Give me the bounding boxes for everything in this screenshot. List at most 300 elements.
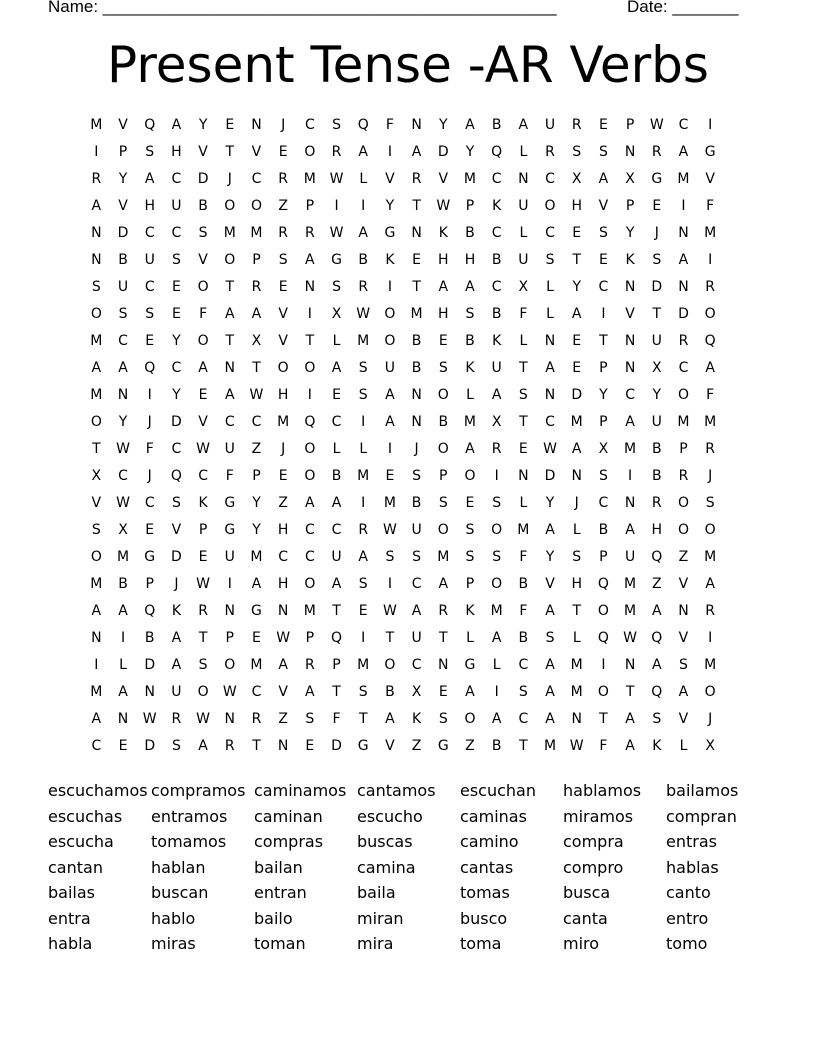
grid-letter[interactable]: S [465, 306, 475, 322]
grid-letter[interactable]: S [652, 711, 662, 727]
grid-letter[interactable]: L [519, 144, 528, 160]
grid-letter[interactable]: G [651, 171, 663, 187]
grid-letter[interactable]: Q [144, 117, 156, 133]
grid-letter[interactable]: T [332, 684, 341, 700]
grid-letter[interactable]: M [303, 603, 316, 619]
grid-letter[interactable]: K [465, 603, 475, 619]
grid-letter[interactable]: O [384, 657, 396, 673]
grid-letter[interactable]: Z [678, 549, 689, 565]
grid-letter[interactable]: E [145, 522, 155, 538]
grid-letter[interactable]: J [708, 711, 713, 727]
grid-letter[interactable]: I [494, 468, 499, 484]
grid-letter[interactable]: C [598, 279, 609, 295]
grid-letter[interactable]: X [331, 306, 342, 322]
grid-letter[interactable]: T [519, 414, 528, 430]
grid-letter[interactable]: W [356, 306, 371, 322]
grid-letter[interactable]: J [227, 171, 232, 187]
grid-letter[interactable]: E [118, 738, 128, 754]
grid-letter[interactable]: O [677, 522, 689, 538]
grid-letter[interactable]: E [652, 198, 662, 214]
grid-letter[interactable]: U [651, 414, 662, 430]
grid-letter[interactable]: A [305, 684, 315, 700]
grid-letter[interactable]: L [679, 738, 688, 754]
grid-letter[interactable]: S [358, 360, 368, 376]
grid-letter[interactable]: U [331, 549, 342, 565]
grid-letter[interactable]: D [651, 279, 663, 295]
grid-letter[interactable]: W [196, 711, 211, 727]
grid-letter[interactable]: A [651, 603, 662, 619]
grid-letter[interactable]: K [198, 495, 208, 511]
grid-letter[interactable]: B [411, 495, 422, 511]
grid-letter[interactable]: O [491, 576, 503, 592]
grid-letter[interactable]: O [224, 198, 236, 214]
grid-letter[interactable]: I [94, 657, 99, 673]
grid-letter[interactable]: I [334, 198, 339, 214]
grid-letter[interactable]: N [411, 414, 422, 430]
grid-letter[interactable]: P [225, 630, 234, 646]
grid-letter[interactable]: A [518, 117, 529, 133]
grid-letter[interactable]: W [249, 387, 264, 403]
grid-letter[interactable]: R [304, 657, 315, 673]
grid-letter[interactable]: B [144, 630, 155, 646]
grid-letter[interactable]: S [332, 279, 341, 295]
grid-letter[interactable]: U [117, 279, 129, 295]
grid-letter[interactable]: B [518, 576, 529, 592]
grid-letter[interactable]: Z [651, 576, 662, 592]
grid-letter[interactable]: S [171, 738, 181, 754]
grid-letter[interactable]: X [705, 738, 715, 754]
grid-letter[interactable]: T [625, 684, 635, 700]
grid-letter[interactable]: T [412, 279, 421, 295]
grid-letter[interactable]: G [704, 144, 716, 160]
grid-letter[interactable]: Y [198, 117, 208, 133]
grid-letter[interactable]: A [678, 144, 689, 160]
grid-letter[interactable]: B [518, 630, 529, 646]
grid-letter[interactable]: A [705, 576, 715, 592]
grid-letter[interactable]: M [250, 549, 263, 565]
grid-letter[interactable]: M [704, 414, 717, 430]
grid-letter[interactable]: A [331, 495, 342, 511]
grid-letter[interactable]: Q [331, 630, 343, 646]
grid-letter[interactable]: Z [251, 441, 262, 457]
grid-letter[interactable]: C [491, 171, 502, 187]
grid-letter[interactable]: N [91, 252, 102, 268]
grid-letter[interactable]: C [171, 441, 182, 457]
grid-letter[interactable]: G [331, 252, 342, 268]
grid-letter[interactable]: W [329, 171, 344, 187]
grid-letter[interactable]: O [384, 333, 396, 349]
grid-letter[interactable]: A [224, 387, 235, 403]
grid-letter[interactable]: W [382, 522, 397, 538]
grid-letter[interactable]: I [387, 576, 392, 592]
grid-letter[interactable]: R [331, 144, 342, 160]
grid-letter[interactable]: E [252, 630, 261, 646]
grid-letter[interactable]: C [331, 414, 342, 430]
grid-letter[interactable]: W [382, 603, 397, 619]
grid-letter[interactable]: C [598, 495, 609, 511]
grid-letter[interactable]: Y [252, 495, 261, 511]
grid-letter[interactable]: S [438, 360, 448, 376]
grid-letter[interactable]: U [224, 549, 235, 565]
grid-letter[interactable]: X [411, 684, 422, 700]
grid-letter[interactable]: R [438, 603, 449, 619]
grid-letter[interactable]: A [278, 657, 288, 673]
grid-letter[interactable]: M [90, 117, 103, 133]
grid-letter[interactable]: U [411, 630, 422, 646]
grid-letter[interactable]: A [91, 603, 102, 619]
grid-letter[interactable]: A [251, 306, 262, 322]
grid-letter[interactable]: A [545, 684, 555, 700]
grid-letter[interactable]: R [198, 603, 208, 619]
grid-letter[interactable]: O [704, 306, 716, 322]
grid-letter[interactable]: N [277, 603, 289, 619]
grid-letter[interactable]: S [91, 522, 101, 538]
grid-letter[interactable]: S [598, 225, 608, 241]
grid-letter[interactable]: O [437, 441, 449, 457]
grid-letter[interactable]: S [518, 684, 528, 700]
grid-letter[interactable]: T [225, 279, 235, 295]
grid-letter[interactable]: C [491, 279, 502, 295]
grid-letter[interactable]: S [171, 495, 181, 511]
grid-letter[interactable]: B [651, 441, 662, 457]
grid-letter[interactable]: C [678, 360, 689, 376]
grid-letter[interactable]: N [91, 630, 102, 646]
grid-letter[interactable]: N [224, 711, 236, 727]
grid-letter[interactable]: U [384, 360, 396, 376]
grid-letter[interactable]: Q [170, 468, 182, 484]
grid-letter[interactable]: U [411, 522, 422, 538]
grid-letter[interactable]: E [225, 117, 235, 133]
grid-letter[interactable]: F [706, 387, 715, 403]
grid-letter[interactable]: H [277, 522, 289, 538]
grid-letter[interactable]: Y [625, 225, 635, 241]
grid-letter[interactable]: E [278, 144, 288, 160]
grid-letter[interactable]: A [545, 657, 555, 673]
grid-letter[interactable]: N [518, 468, 529, 484]
grid-letter[interactable]: T [252, 360, 261, 376]
grid-letter[interactable]: N [544, 387, 556, 403]
grid-letter[interactable]: E [198, 549, 208, 565]
grid-letter[interactable]: O [197, 684, 209, 700]
grid-letter[interactable]: J [654, 225, 659, 241]
grid-letter[interactable]: A [118, 603, 128, 619]
grid-letter[interactable]: N [571, 711, 582, 727]
grid-letter[interactable]: R [705, 603, 716, 619]
grid-letter[interactable]: O [197, 279, 209, 295]
grid-letter[interactable]: F [599, 738, 608, 754]
grid-letter[interactable]: O [224, 657, 236, 673]
grid-letter[interactable]: M [223, 225, 236, 241]
grid-letter[interactable]: A [331, 360, 342, 376]
grid-letter[interactable]: I [387, 441, 392, 457]
grid-letter[interactable]: V [545, 576, 555, 592]
grid-letter[interactable]: M [490, 603, 503, 619]
grid-letter[interactable]: N [411, 387, 422, 403]
grid-letter[interactable]: S [198, 225, 208, 241]
grid-letter[interactable]: U [171, 684, 182, 700]
grid-letter[interactable]: Q [597, 630, 609, 646]
grid-letter[interactable]: K [492, 333, 502, 349]
grid-letter[interactable]: P [679, 441, 688, 457]
grid-letter[interactable]: Y [118, 414, 128, 430]
grid-letter[interactable]: V [438, 171, 449, 187]
grid-letter[interactable]: B [491, 738, 502, 754]
grid-letter[interactable]: D [197, 171, 209, 187]
grid-letter[interactable]: C [625, 387, 635, 403]
grid-letter[interactable]: P [145, 576, 154, 592]
grid-letter[interactable]: S [465, 549, 475, 565]
grid-letter[interactable]: I [601, 657, 606, 673]
grid-letter[interactable]: M [570, 657, 583, 673]
grid-letter[interactable]: A [198, 360, 208, 376]
grid-letter[interactable]: S [438, 495, 448, 511]
grid-letter[interactable]: J [147, 468, 152, 484]
grid-letter[interactable]: E [358, 603, 368, 619]
grid-letter[interactable]: O [90, 414, 102, 430]
grid-letter[interactable]: A [491, 387, 502, 403]
grid-letter[interactable]: W [222, 684, 237, 700]
grid-letter[interactable]: E [598, 252, 608, 268]
grid-letter[interactable]: S [332, 117, 341, 133]
grid-letter[interactable]: N [624, 333, 636, 349]
grid-letter[interactable]: Y [118, 171, 128, 187]
grid-letter[interactable]: R [358, 522, 369, 538]
grid-letter[interactable]: B [118, 252, 128, 268]
grid-letter[interactable]: T [599, 333, 608, 349]
grid-letter[interactable]: U [651, 333, 662, 349]
grid-letter[interactable]: R [224, 738, 235, 754]
grid-letter[interactable]: D [144, 738, 156, 754]
grid-letter[interactable]: G [251, 603, 262, 619]
grid-letter[interactable]: A [678, 684, 689, 700]
grid-letter[interactable]: P [252, 468, 261, 484]
grid-letter[interactable]: P [439, 468, 448, 484]
grid-letter[interactable]: E [385, 468, 395, 484]
grid-letter[interactable]: X [651, 360, 662, 376]
grid-letter[interactable]: A [571, 306, 582, 322]
grid-letter[interactable]: C [678, 117, 689, 133]
grid-letter[interactable]: O [224, 252, 236, 268]
grid-letter[interactable]: B [198, 198, 208, 214]
grid-letter[interactable]: E [305, 738, 315, 754]
grid-letter[interactable]: E [465, 495, 475, 511]
grid-letter[interactable]: B [651, 468, 662, 484]
grid-letter[interactable]: I [628, 468, 633, 484]
grid-letter[interactable]: E [145, 333, 155, 349]
grid-letter[interactable]: N [624, 360, 636, 376]
grid-letter[interactable]: A [705, 360, 715, 376]
grid-letter[interactable]: N [117, 387, 129, 403]
grid-letter[interactable]: W [623, 630, 638, 646]
grid-letter[interactable]: F [519, 549, 528, 565]
grid-letter[interactable]: O [437, 522, 449, 538]
grid-letter[interactable]: E [171, 279, 181, 295]
grid-letter[interactable]: U [624, 549, 636, 565]
name-field[interactable]: Name: ________________________________________________ [48, 0, 557, 16]
grid-letter[interactable]: I [601, 306, 606, 322]
grid-letter[interactable]: A [545, 603, 555, 619]
grid-letter[interactable]: M [570, 684, 583, 700]
grid-letter[interactable]: G [224, 522, 236, 538]
grid-letter[interactable]: A [385, 414, 395, 430]
grid-letter[interactable]: S [412, 468, 422, 484]
grid-letter[interactable]: H [651, 522, 663, 538]
grid-letter[interactable]: B [598, 522, 609, 538]
grid-letter[interactable]: I [361, 495, 366, 511]
grid-letter[interactable]: S [118, 306, 128, 322]
grid-letter[interactable]: Y [385, 198, 395, 214]
grid-letter[interactable]: D [571, 387, 583, 403]
grid-letter[interactable]: Z [278, 711, 288, 727]
grid-letter[interactable]: U [144, 252, 155, 268]
grid-letter[interactable]: A [491, 711, 502, 727]
grid-letter[interactable]: R [278, 225, 289, 241]
grid-letter[interactable]: C [251, 684, 262, 700]
grid-letter[interactable]: S [91, 279, 101, 295]
grid-letter[interactable]: O [544, 198, 556, 214]
grid-letter[interactable]: T [439, 630, 448, 646]
grid-letter[interactable]: H [438, 306, 449, 322]
grid-letter[interactable]: S [465, 522, 475, 538]
grid-letter[interactable]: O [464, 468, 476, 484]
grid-letter[interactable]: R [251, 711, 262, 727]
grid-letter[interactable]: C [304, 549, 315, 565]
grid-letter[interactable]: B [331, 468, 342, 484]
grid-letter[interactable]: H [171, 144, 182, 160]
grid-letter[interactable]: I [708, 630, 713, 646]
grid-letter[interactable]: G [224, 495, 236, 511]
grid-letter[interactable]: N [304, 279, 316, 295]
grid-letter[interactable]: S [145, 144, 155, 160]
grid-letter[interactable]: S [358, 576, 368, 592]
grid-letter[interactable]: H [277, 576, 289, 592]
grid-letter[interactable]: P [599, 549, 608, 565]
grid-letter[interactable]: A [545, 360, 555, 376]
grid-letter[interactable]: C [411, 657, 422, 673]
grid-letter[interactable]: A [385, 711, 395, 727]
grid-letter[interactable]: V [385, 738, 395, 754]
grid-letter[interactable]: R [278, 171, 289, 187]
grid-letter[interactable]: N [117, 711, 129, 727]
grid-letter[interactable]: J [174, 576, 179, 592]
grid-letter[interactable]: F [706, 198, 715, 214]
grid-letter[interactable]: E [572, 360, 582, 376]
grid-letter[interactable]: M [677, 414, 690, 430]
grid-letter[interactable]: J [147, 414, 152, 430]
grid-letter[interactable]: E [572, 333, 582, 349]
grid-letter[interactable]: A [545, 711, 555, 727]
grid-letter[interactable]: T [252, 738, 261, 754]
grid-letter[interactable]: C [304, 117, 315, 133]
grid-letter[interactable]: M [677, 171, 690, 187]
grid-letter[interactable]: N [411, 117, 422, 133]
grid-letter[interactable]: N [678, 603, 689, 619]
grid-letter[interactable]: D [437, 144, 449, 160]
grid-letter[interactable]: V [118, 198, 128, 214]
grid-letter[interactable]: I [387, 144, 392, 160]
grid-letter[interactable]: I [307, 306, 312, 322]
grid-letter[interactable]: R [358, 279, 369, 295]
grid-letter[interactable]: A [625, 522, 635, 538]
grid-letter[interactable]: S [545, 252, 555, 268]
grid-letter[interactable]: A [144, 171, 155, 187]
grid-letter[interactable]: V [118, 117, 128, 133]
grid-letter[interactable]: I [361, 414, 366, 430]
grid-letter[interactable]: I [147, 387, 152, 403]
grid-letter[interactable]: C [224, 414, 235, 430]
grid-letter[interactable]: T [599, 711, 608, 727]
grid-letter[interactable]: T [225, 333, 235, 349]
grid-letter[interactable]: I [361, 630, 366, 646]
grid-letter[interactable]: O [597, 684, 609, 700]
grid-letter[interactable]: S [385, 549, 395, 565]
grid-letter[interactable]: D [544, 468, 556, 484]
grid-letter[interactable]: M [437, 549, 450, 565]
grid-letter[interactable]: S [705, 495, 715, 511]
grid-letter[interactable]: A [198, 738, 208, 754]
grid-letter[interactable]: M [357, 468, 370, 484]
grid-letter[interactable]: Q [651, 684, 663, 700]
grid-letter[interactable]: C [118, 333, 128, 349]
grid-letter[interactable]: E [278, 468, 288, 484]
grid-letter[interactable]: N [438, 657, 449, 673]
grid-letter[interactable]: T [412, 198, 421, 214]
grid-letter[interactable]: A [438, 279, 449, 295]
grid-letter[interactable]: L [519, 225, 528, 241]
grid-letter[interactable]: C [144, 225, 155, 241]
grid-letter[interactable]: N [91, 225, 102, 241]
grid-letter[interactable]: T [385, 630, 395, 646]
grid-letter[interactable]: A [465, 441, 475, 457]
grid-letter[interactable]: N [624, 657, 636, 673]
grid-letter[interactable]: S [412, 549, 422, 565]
grid-letter[interactable]: T [572, 603, 581, 619]
grid-letter[interactable]: W [116, 441, 130, 457]
grid-letter[interactable]: E [438, 333, 448, 349]
grid-letter[interactable]: S [545, 630, 555, 646]
grid-letter[interactable]: A [625, 711, 635, 727]
grid-letter[interactable]: H [144, 198, 155, 214]
grid-letter[interactable]: N [624, 495, 636, 511]
grid-letter[interactable]: Y [465, 144, 475, 160]
grid-letter[interactable]: V [198, 414, 208, 430]
grid-letter[interactable]: K [438, 225, 448, 241]
grid-letter[interactable]: C [91, 738, 102, 754]
grid-letter[interactable]: V [278, 333, 288, 349]
grid-letter[interactable]: Z [278, 198, 288, 214]
grid-letter[interactable]: N [624, 279, 636, 295]
grid-letter[interactable]: B [118, 576, 128, 592]
grid-letter[interactable]: C [491, 225, 502, 241]
grid-letter[interactable]: C [251, 414, 262, 430]
grid-letter[interactable]: M [570, 414, 583, 430]
grid-letter[interactable]: V [678, 576, 689, 592]
grid-letter[interactable]: I [387, 279, 392, 295]
grid-letter[interactable]: K [171, 603, 181, 619]
grid-letter[interactable]: A [118, 684, 128, 700]
grid-letter[interactable]: T [305, 333, 315, 349]
grid-letter[interactable]: Y [572, 279, 581, 295]
grid-letter[interactable]: N [518, 171, 529, 187]
grid-letter[interactable]: S [598, 144, 608, 160]
grid-letter[interactable]: E [278, 279, 288, 295]
grid-letter[interactable]: N [144, 684, 155, 700]
grid-letter[interactable]: A [171, 117, 182, 133]
grid-letter[interactable]: O [384, 306, 396, 322]
grid-letter[interactable]: B [411, 360, 422, 376]
grid-letter[interactable]: P [198, 522, 208, 538]
grid-letter[interactable]: D [117, 225, 129, 241]
